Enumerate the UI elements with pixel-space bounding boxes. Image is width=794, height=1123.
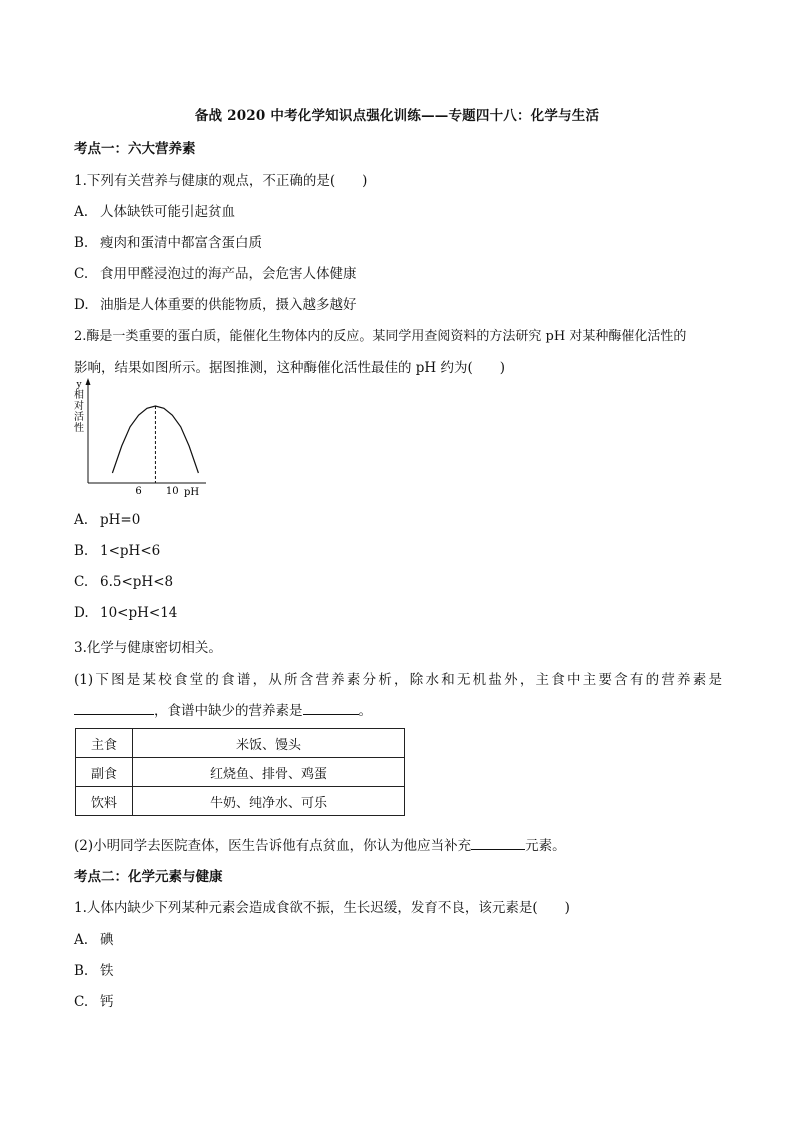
- y-axis-label-char: 相: [74, 390, 84, 401]
- menu-table: [75, 728, 405, 816]
- x-axis-label: pH: [184, 487, 200, 498]
- option-letter: B.: [74, 963, 89, 979]
- section-2-question-1-stem: 1.人体内缺少下列某种元素会造成食欲不振，生长迟缓，发育不良，该元素是( ): [74, 900, 570, 916]
- table-row: [76, 729, 405, 758]
- question-3-stem: 3.化学与健康密切相关。: [74, 640, 222, 656]
- option-text: 铁: [100, 963, 114, 979]
- option-letter: D.: [74, 605, 89, 621]
- option-letter: C.: [74, 574, 89, 590]
- page-title: 备战 2020 中考化学知识点强化训练——专题四十八：化学与生活: [194, 108, 600, 124]
- question-3-part-1-line-2: [74, 699, 372, 719]
- question-1-option-b: [74, 231, 262, 251]
- question-2-option-b: [74, 543, 160, 559]
- option-text: 6.5<pH<8: [100, 574, 174, 590]
- y-axis-label-char: 活: [74, 412, 84, 423]
- option-text: 1<pH<6: [100, 543, 161, 559]
- y-axis-arrow: [86, 378, 91, 385]
- y-axis-label: [74, 380, 84, 434]
- question-2-stem-line-1: 2.酶是一类重要的蛋白质，能催化生物体内的反应。某同学用查阅资料的方法研究 pH 对某种酶催化活性的: [74, 329, 687, 344]
- question-2-option-c: [74, 574, 173, 590]
- section-2-question-1-option-b: [74, 959, 114, 979]
- option-letter: D.: [74, 297, 89, 313]
- question-1-option-d: [74, 293, 357, 313]
- answer-blank[interactable]: [74, 702, 154, 715]
- question-2-stem-line-2: 影响，结果如图所示。据图推测，这种酶催化活性最佳的 pH 约为( ): [74, 360, 506, 376]
- option-text: 碘: [100, 932, 114, 948]
- table-row: [76, 787, 405, 816]
- table-cell-value: 红烧鱼、排骨、鸡蛋: [133, 758, 405, 787]
- option-letter: A.: [74, 204, 89, 220]
- question-2-option-d: [74, 605, 177, 621]
- option-letter: B.: [74, 543, 89, 559]
- option-letter: B.: [74, 235, 89, 251]
- text-segment: (2)小明同学去医院查体，医生告诉他有点贫血，你认为他应当补充: [74, 838, 472, 854]
- answer-blank[interactable]: [471, 837, 525, 850]
- option-letter: C.: [74, 266, 89, 282]
- option-text: 食用甲醛浸泡过的海产品，会危害人体健康: [100, 266, 357, 282]
- option-letter: A.: [74, 512, 89, 528]
- table-cell-value: 米饭、馒头: [133, 729, 405, 758]
- text-segment: 元素。: [525, 838, 566, 854]
- option-text: 油脂是人体重要的供能物质，摄入越多越好: [100, 297, 357, 313]
- option-text: 瘦肉和蛋清中都富含蛋白质: [100, 235, 262, 251]
- y-axis-label-char: y: [76, 380, 82, 390]
- option-text: pH=0: [100, 512, 141, 528]
- x-tick-label: 10: [165, 486, 179, 497]
- section-2-question-1-option-c: [74, 990, 114, 1010]
- y-axis-label-char: 性: [74, 423, 84, 434]
- question-3-part-2: [74, 834, 566, 854]
- question-3-part-1-line-1: (1)下图是某校食堂的食谱，从所含营养素分析，除水和无机盐外，主食中主要含有的营养素是: [74, 672, 722, 688]
- question-1-stem: 1.下列有关营养与健康的观点，不正确的是( ): [74, 173, 368, 189]
- answer-blank[interactable]: [303, 702, 359, 715]
- x-tick-label: 6: [135, 486, 142, 497]
- option-letter: C.: [74, 994, 89, 1010]
- question-2-option-a: [74, 512, 140, 528]
- option-text: 钙: [100, 994, 114, 1010]
- option-letter: A.: [74, 932, 89, 948]
- table-cell-value: 牛奶、纯净水、可乐: [133, 787, 405, 816]
- table-cell-key: 饮料: [76, 787, 133, 816]
- section-2-question-1-option-a: [74, 928, 114, 948]
- table-row: [76, 758, 405, 787]
- option-text: 人体缺铁可能引起贫血: [100, 204, 235, 220]
- enzyme-activity-chart: [66, 376, 216, 500]
- table-cell-key: 主食: [76, 729, 133, 758]
- section-heading-1: 考点一：六大营养素: [74, 141, 196, 157]
- x-tick-labels: [135, 486, 178, 497]
- option-text: 10<pH<14: [100, 605, 178, 621]
- question-1-option-c: [74, 262, 357, 282]
- y-axis-label-char: 对: [74, 401, 84, 412]
- text-segment: ，食谱中缺少的营养素是: [154, 703, 303, 719]
- question-1-option-a: [74, 200, 235, 220]
- table-cell-key: 副食: [76, 758, 133, 787]
- section-heading-2: 考点二：化学元素与健康: [74, 869, 223, 885]
- text-segment: 。: [358, 703, 372, 719]
